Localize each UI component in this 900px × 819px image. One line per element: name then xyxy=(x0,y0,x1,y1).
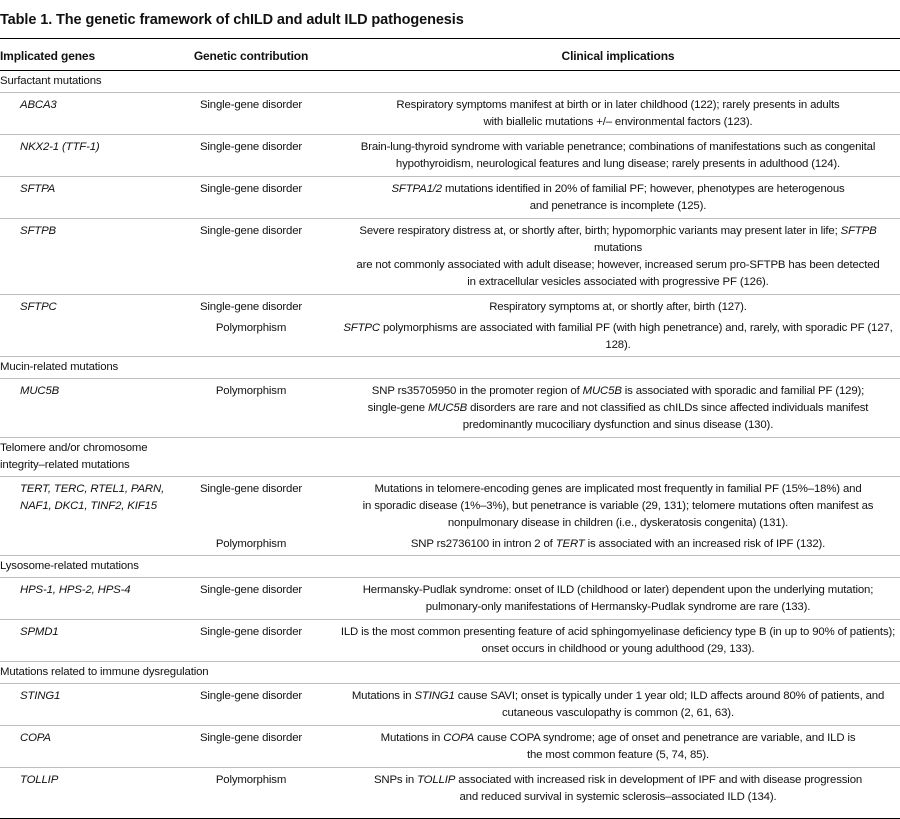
contribution-cell: Single-gene disorder xyxy=(166,295,336,320)
gene-line: TERT, TERC, RTEL1, PARN, xyxy=(20,483,165,495)
section-row xyxy=(0,662,900,684)
table-header xyxy=(0,39,900,71)
implication-line xyxy=(336,400,900,417)
contribution-cell: Polymorphism xyxy=(166,768,336,819)
implication-line xyxy=(336,730,900,747)
header-row xyxy=(0,39,900,71)
section-row xyxy=(0,357,900,379)
section-row xyxy=(0,71,900,93)
gene-sftpc: SFTPC xyxy=(0,295,166,320)
gene-nkx2-1: NKX2-1 (TTF-1) xyxy=(0,135,166,177)
gene-muc5b: MUC5B xyxy=(0,379,166,438)
gene-sftpb: SFTPB xyxy=(0,219,166,295)
implication-line xyxy=(336,181,900,198)
contribution-cell: Single-gene disorder xyxy=(166,684,336,726)
implication-text: Mutations in xyxy=(351,690,415,702)
header-implications: Clinical implications xyxy=(561,49,675,63)
implication-line: ILD is the most common presenting feature of acid sphingomyelinase deficiency type B (in up to 90% of patients); xyxy=(340,626,896,638)
implication-cell xyxy=(336,295,900,320)
implication-line: pulmonary-only manifestations of Hermansky-Pudlak syndrome are rare (133). xyxy=(425,601,811,613)
implication-line xyxy=(336,223,900,257)
implication-cell xyxy=(336,684,900,726)
gene-mention: TOLLIP xyxy=(417,774,456,786)
gene-tollip: TOLLIP xyxy=(0,768,166,819)
contribution-cell: Single-gene disorder xyxy=(166,177,336,219)
section-label-line: integrity–related mutations xyxy=(0,459,130,471)
contribution-cell: Polymorphism xyxy=(215,322,287,334)
implication-line: nonpulmonary disease in children (i.e., dyskeratosis congenita) (131). xyxy=(447,517,789,529)
gene-sftpa: SFTPA xyxy=(0,177,166,219)
contribution-cell: Single-gene disorder xyxy=(166,726,336,768)
implication-cell xyxy=(336,620,900,662)
gene-mention: TERT xyxy=(555,538,585,550)
implication-text: Severe respiratory distress at, or shortly after, birth; hypomorphic variants may present later in life; xyxy=(359,225,841,237)
table-row xyxy=(0,379,900,438)
implication-cell xyxy=(336,319,900,357)
implication-line xyxy=(336,383,900,400)
genetics-table xyxy=(0,38,900,819)
table-row xyxy=(0,726,900,768)
gene-sting1: STING1 xyxy=(0,684,166,726)
gene-mention: COPA xyxy=(443,732,475,744)
gene-mention: SFTPC xyxy=(343,322,380,334)
implication-cell xyxy=(336,477,900,536)
contribution-cell: Single-gene disorder xyxy=(166,219,336,295)
contribution-cell: Polymorphism xyxy=(215,538,287,550)
implication-cell xyxy=(336,379,900,438)
contribution-cell: Single-gene disorder xyxy=(166,477,336,536)
gene-abca3: ABCA3 xyxy=(0,93,166,135)
implication-text: is associated with an increased risk of IPF (132). xyxy=(584,538,826,550)
gene-copa: COPA xyxy=(0,726,166,768)
contribution-cell: Polymorphism xyxy=(166,379,336,438)
table-subrow xyxy=(0,319,900,357)
implication-line: Respiratory symptoms manifest at birth or in later childhood (122); rarely presents in adults xyxy=(396,99,840,111)
implication-line: Hermansky-Pudlak syndrome: onset of ILD (childhood or later) dependent upon the underlying mutation; xyxy=(362,584,874,596)
section-telomere xyxy=(0,438,900,477)
implication-text: SNPs in xyxy=(373,774,418,786)
contribution-cell: Single-gene disorder xyxy=(166,93,336,135)
implication-text: disorders are rare and not classified as chILDs since affected individuals manifest xyxy=(467,402,869,414)
gene-hps: HPS-1, HPS-2, HPS-4 xyxy=(0,578,166,620)
implication-cell xyxy=(336,177,900,219)
section-surfactant: Surfactant mutations xyxy=(0,75,102,87)
implication-text: Mutations in xyxy=(380,732,444,744)
empty-cell xyxy=(0,319,166,357)
implication-text: SNP rs35705950 in the promoter region of xyxy=(371,385,583,397)
table-caption: Table 1. The genetic framework of chILD and adult ILD pathogenesis xyxy=(0,12,464,28)
table-row xyxy=(0,620,900,662)
table-row xyxy=(0,135,900,177)
header-genes: Implicated genes xyxy=(0,49,95,63)
gene-telomere-list xyxy=(0,477,166,536)
implication-text: mutations identified in 20% of familial PF; however, phenotypes are heterogenous xyxy=(441,183,845,195)
implication-text: is associated with sporadic and familial PF (129); xyxy=(621,385,865,397)
contribution-cell: Single-gene disorder xyxy=(166,578,336,620)
implication-cell xyxy=(336,535,900,556)
implication-cell xyxy=(336,578,900,620)
implication-line: in extracellular vesicles associated with progressive PF (126). xyxy=(467,276,769,288)
table-row xyxy=(0,477,900,536)
implication-line: with biallelic mutations +/– environmental factors (123). xyxy=(483,116,753,128)
table-row xyxy=(0,578,900,620)
gene-spmd1: SPMD1 xyxy=(0,620,166,662)
implication-line: hypothyroidism, neurological features and lung disease; rarely presents in adulthood (124). xyxy=(395,158,841,170)
implication-line: Mutations in telomere-encoding genes are implicated most frequently in familial PF (15%–18%) and xyxy=(374,483,862,495)
table-subrow xyxy=(0,535,900,556)
table-row xyxy=(0,93,900,135)
implication-text: mutations xyxy=(593,242,643,254)
implication-text: cause SAVI; onset is typically under 1 year old; ILD affects around 80% of patients, and xyxy=(454,690,885,702)
contribution-cell: Single-gene disorder xyxy=(166,620,336,662)
implication-line: predominantly mucociliary dysfunction and sinus disease (130). xyxy=(462,419,774,431)
contribution-cell: Single-gene disorder xyxy=(166,135,336,177)
implication-line xyxy=(336,688,900,705)
implication-line: and penetrance is incomplete (125). xyxy=(529,200,707,212)
gene-line: NAF1, DKC1, TINF2, KIF15 xyxy=(20,500,157,512)
implication-cell xyxy=(336,135,900,177)
implication-line: Respiratory symptoms at, or shortly after, birth (127). xyxy=(489,301,747,313)
gene-mention: MUC5B xyxy=(582,385,622,397)
implication-text: polymorphisms are associated with familial PF (with high penetrance) and, rarely, with sporadic PF (127, 128). xyxy=(379,322,893,351)
empty-cell xyxy=(0,535,166,556)
implication-text: associated with increased risk in development of IPF and with disease progression xyxy=(455,774,863,786)
implication-line: onset occurs in childhood or young adulthood (29, 133). xyxy=(481,643,755,655)
implication-text: cause COPA syndrome; age of onset and penetrance are variable, and ILD is xyxy=(474,732,856,744)
implication-line xyxy=(336,536,900,553)
implication-text: SNP rs2736100 in intron 2 of xyxy=(410,538,556,550)
implication-line: Brain-lung-thyroid syndrome with variable penetrance; combinations of manifestations such as congenital xyxy=(360,141,876,153)
table-row xyxy=(0,768,900,819)
section-label-line: Telomere and/or chromosome xyxy=(0,442,148,454)
implication-cell xyxy=(336,768,900,819)
table-row xyxy=(0,295,900,320)
implication-line xyxy=(336,772,900,789)
section-immune: Mutations related to immune dysregulation xyxy=(0,662,900,684)
table-row xyxy=(0,177,900,219)
implication-line: are not commonly associated with adult disease; however, increased serum pro-SFTPB has been detected xyxy=(356,259,880,271)
table-row xyxy=(0,684,900,726)
implication-cell xyxy=(336,93,900,135)
section-row xyxy=(0,438,900,477)
implication-line: in sporadic disease (1%–3%), but penetrance is variable (29, 131); telomere mutations often manifest as xyxy=(362,500,874,512)
gene-mention: SFTPB xyxy=(840,225,877,237)
implication-line xyxy=(336,320,900,354)
gene-mention: STING1 xyxy=(414,690,455,702)
header-contribution: Genetic contribution xyxy=(193,49,309,63)
implication-text: single-gene xyxy=(367,402,428,414)
gene-mention: MUC5B xyxy=(427,402,468,414)
table-row xyxy=(0,219,900,295)
implication-cell xyxy=(336,219,900,295)
table-body xyxy=(0,71,900,819)
implication-line: and reduced survival in systemic sclerosis–associated ILD (134). xyxy=(459,791,777,803)
section-mucin: Mucin-related mutations xyxy=(0,357,900,379)
gene-mention: SFTPA1/2 xyxy=(391,183,442,195)
implication-cell xyxy=(336,726,900,768)
section-lysosome: Lysosome-related mutations xyxy=(0,556,900,578)
section-row xyxy=(0,556,900,578)
implication-line: the most common feature (5, 74, 85). xyxy=(526,749,709,761)
implication-line: cutaneous vasculopathy is common (2, 61, 63). xyxy=(502,707,734,719)
